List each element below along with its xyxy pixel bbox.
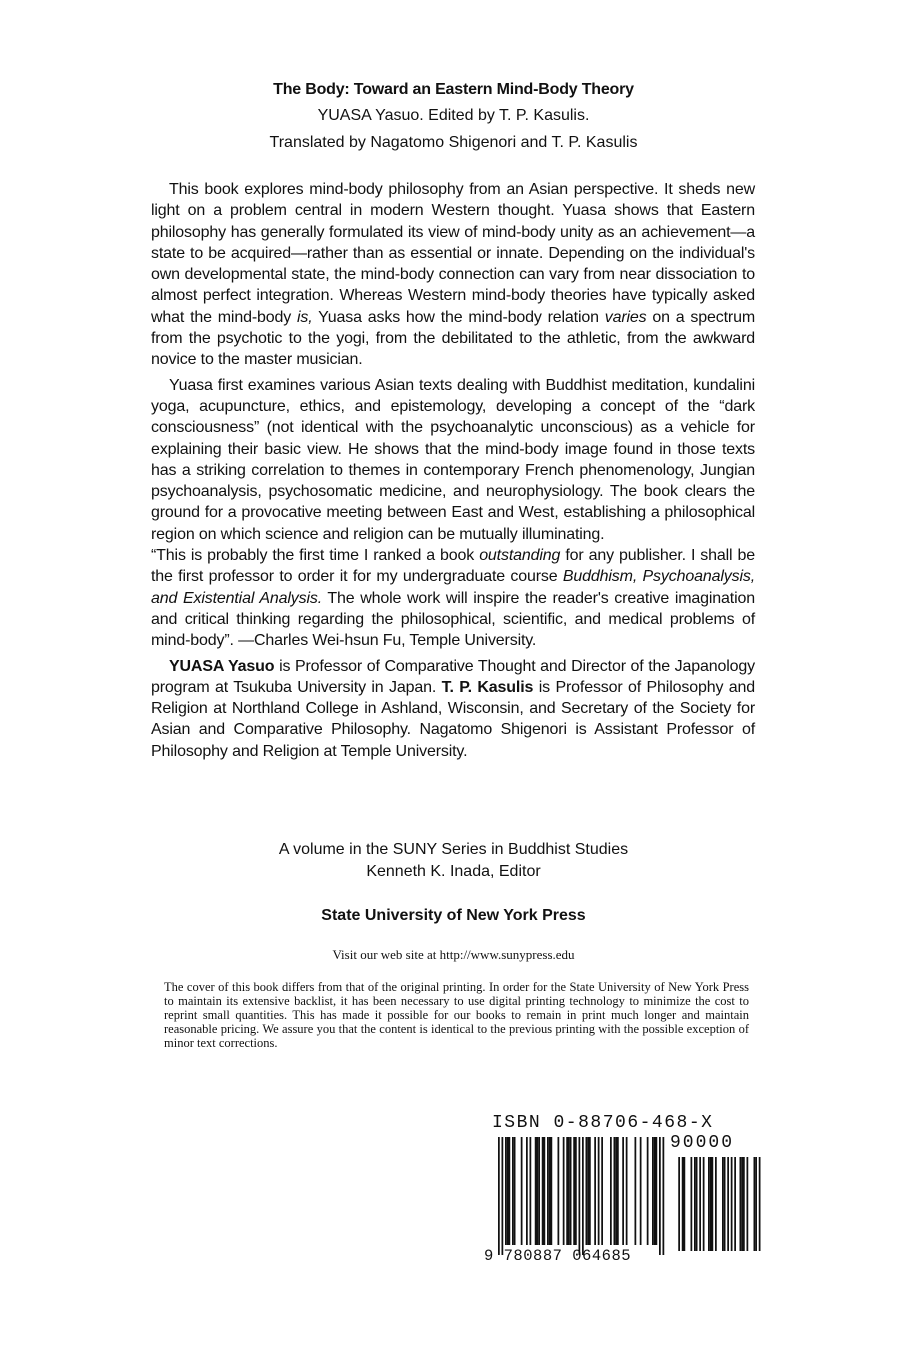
- barcode-bar: [502, 1137, 504, 1255]
- barcode-bar: [544, 1137, 546, 1245]
- barcode-bar: [579, 1137, 581, 1255]
- barcode-bar: [507, 1137, 509, 1245]
- barcode-bar: [589, 1137, 591, 1245]
- barcode-bar: [659, 1137, 661, 1255]
- addon-bar: [682, 1157, 684, 1251]
- author-bio: YUASA Yasuo is Professor of Comparative Thought and Director of the Japanology program at Tsukuba University in Japan. T. P. Kasulis is Professor of Philosophy and Religion at Northland College in Ashland, Wisconsin, and Secretary of the Society for Asian and Comparative Philosophy. Nagatomo Shigenori is Assistant Professor of Philosophy and Religion at Temple University.: [151, 657, 756, 760]
- barcode-bar: [601, 1137, 603, 1245]
- barcode-bar: [622, 1137, 624, 1245]
- barcode-bar: [526, 1137, 528, 1245]
- addon-bar: [699, 1157, 701, 1251]
- book-title: The Body: Toward an Eastern Mind-Body Theory: [273, 81, 634, 98]
- barcode-bar: [587, 1137, 589, 1245]
- addon-bar: [722, 1157, 724, 1251]
- addon-bar: [740, 1157, 742, 1251]
- barcode-bar: [566, 1137, 568, 1245]
- barcode-bar: [509, 1137, 511, 1245]
- barcode-bar: [647, 1137, 649, 1245]
- barcode-bar: [542, 1137, 544, 1245]
- series-line: A volume in the SUNY Series in Buddhist Studies: [278, 841, 629, 858]
- addon-bar: [712, 1157, 714, 1251]
- isbn-text: ISBN 0-88706-468-X: [492, 1113, 714, 1133]
- description-paragraph-1: This book explores mind-body philosophy from an Asian perspective. It sheds new light on a problem central in modern Western thought. Yuasa shows that Eastern philosophy has generally formulated its view of mind-body unity as an achievement—a state to be acquired—rather than as essential or innate. Depending on the individual's own developmental state, the mind-body connection can vary from near dissociation to almost perfect integration. Whereas Western mind-body theories have typically asked what the mind-body is, Yuasa asks how the mind-body relation varies on a spectrum from the psychotic to the yogi, from the debilitated to the athletic, from the awkward novice to the master musician.: [151, 181, 756, 369]
- header: [0, 78, 907, 156]
- barcode-bar: [568, 1137, 570, 1245]
- barcode-bar: [538, 1137, 540, 1245]
- barcode-bar: [563, 1137, 565, 1245]
- addon-bar: [694, 1157, 696, 1251]
- barcode-bar: [617, 1137, 619, 1245]
- barcode-bar: [575, 1137, 577, 1245]
- addon-bar: [708, 1157, 710, 1251]
- description-paragraph-2: Yuasa first examines various Asian texts dealing with Buddhist meditation, kundalini yoga, acupuncture, ethics, and epistemology, developing a concept of the “dark consciousness” (not identical with the psychoanalytic unconscious) as a vehicle for explaining their basic view. He shows that the mind-body image found in those texts has a striking correlation to themes in contemporary French phenomenology, Jungian psychoanalysis, psychosomatic medicine, and neurophysiology. The book clears the ground for a provocative meeting between East and West, establishing a philosophical region on which science and religion can be mutually illuminating.: [151, 376, 755, 543]
- addon-bar: [691, 1157, 693, 1251]
- barcode-bar: [549, 1137, 551, 1245]
- author-line: YUASA Yasuo. Edited by T. P. Kasulis.: [317, 107, 590, 124]
- barcode-bar: [514, 1137, 516, 1245]
- website-line: Visit our web site at http://www.sunypress.edu: [332, 947, 575, 962]
- barcode-bar: [551, 1137, 553, 1245]
- barcode-bar: [615, 1137, 617, 1245]
- barcode-bar: [547, 1137, 549, 1245]
- addon-bar: [759, 1157, 761, 1251]
- barcode-bar: [521, 1137, 523, 1245]
- barcode-bar: [582, 1137, 584, 1255]
- description-block: [151, 179, 755, 762]
- addon-bar: [678, 1157, 680, 1251]
- series-editor: Kenneth K. Inada, Editor: [366, 863, 541, 880]
- addon-bar: [724, 1157, 726, 1251]
- barcode-bar: [656, 1137, 658, 1245]
- addon-bar: [715, 1157, 717, 1251]
- addon-bar: [754, 1157, 756, 1251]
- barcode-bar: [537, 1137, 539, 1245]
- barcode-bar: [530, 1137, 532, 1245]
- addon-bar: [741, 1157, 743, 1251]
- addon-bar: [755, 1157, 757, 1251]
- addon-bar: [734, 1157, 736, 1251]
- addon-bar: [684, 1157, 686, 1251]
- barcode-bar: [498, 1137, 500, 1255]
- barcode-bar: [654, 1137, 656, 1245]
- barcode-bar: [558, 1137, 560, 1245]
- barcode-bar: [598, 1137, 600, 1245]
- addon-bar: [696, 1157, 698, 1251]
- barcode-bar: [635, 1137, 637, 1245]
- barcode-bar: [663, 1137, 665, 1255]
- review-quote: “This is probably the first time I ranked a book outstanding for any publisher. I shall be the first professor to order it for my undergraduate course Buddhism, Psychoanalysis, and Existential Analysis. The whole work will inspire the reader's creative imagination and critical thinking regarding the philosophical, scientific, and medical problems of mind-body”. —Charles Wei-hsun Fu, Temple University.: [151, 547, 755, 650]
- addon-bar: [747, 1157, 749, 1251]
- barcode-bar: [535, 1137, 537, 1245]
- publisher-name: State University of New York Press: [321, 907, 586, 924]
- barcode-bar: [570, 1137, 572, 1245]
- reprint-notice: The cover of this book differs from that of the original printing. In order for the State University of New York Press to maintain its extensive backlist, it has been necessary to use digital printing technology to minimize the cost to reprint small quantities. This has made it possible for our books to remain in print much longer and maintain reasonable pricing. We assure you that the content is identical to the previous printing with the possible exception of minor text corrections.: [164, 980, 749, 1050]
- barcode-bar: [594, 1137, 596, 1245]
- series-info: [0, 839, 907, 883]
- addon-bar: [703, 1157, 705, 1251]
- addon-bar: [743, 1157, 745, 1251]
- addon-bar: [710, 1157, 712, 1251]
- barcode-area: [484, 1113, 764, 1273]
- barcode-bar: [614, 1137, 616, 1245]
- addon-bar: [727, 1157, 729, 1251]
- translator-line: Translated by Nagatomo Shigenori and T. P. Kasulis: [269, 134, 638, 151]
- price-code: 90000: [670, 1133, 735, 1153]
- barcode-bar: [505, 1137, 507, 1245]
- barcode-bar: [640, 1137, 642, 1245]
- barcode-bar: [573, 1137, 575, 1245]
- addon-bar: [731, 1157, 733, 1251]
- ean-digits: 9 780887 064685: [484, 1247, 632, 1265]
- barcode-bar: [610, 1137, 612, 1245]
- barcode-bar: [626, 1137, 628, 1245]
- barcode-bar: [652, 1137, 654, 1245]
- barcode-bar: [586, 1137, 588, 1245]
- barcode-bar: [512, 1137, 514, 1245]
